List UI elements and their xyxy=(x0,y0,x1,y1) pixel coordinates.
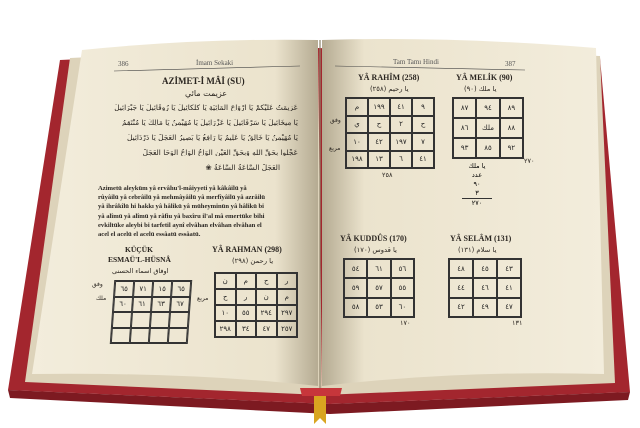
esmaul-square-cell xyxy=(111,328,131,344)
right-page xyxy=(322,39,604,386)
selam-square-cell: ٤٨ xyxy=(449,259,473,278)
kuddus-arabic: يا قدوس (١٧٠) xyxy=(354,246,397,254)
bookmark-ribbon xyxy=(314,392,326,424)
arabic-line-1: عَزِيمَتُ عَلَيْكُمْ يَا اَرْوَاحَ الْمَائِيَةِ يَا كَلْكَائِيلُ يَا رُوقَائِيلُ يَا جَبْرَائِيلُ xyxy=(114,104,298,112)
melik-calc-2: عدد xyxy=(471,171,483,179)
translit-line-3: yâ ihrâkîlü hi hakkı yâ hâlikü yâ müheyminün yâ hâlikü bi xyxy=(98,203,265,211)
rahman-square-cell: ٤٧ xyxy=(256,321,277,337)
kuddus-title: YÂ KUDDÛS (170) xyxy=(340,234,407,243)
melik-calc-3: ٩٠ xyxy=(473,180,481,188)
translit-line-5: evkiltüke aleybi bi tarfetil aynî elvâhan elvâhan elvâhan el xyxy=(98,221,262,229)
rahman-square-cell: م xyxy=(236,273,257,289)
section-title: AZİMET-İ MÂİ (SU) xyxy=(162,76,245,86)
arabic-line-2: يَا مِيخَائِيلُ يَا سَرْفَائِيلُ يَا عَزْرَائِيلُ يَا مُهَيْمِنُ يَا مَالِكُ يَا مُنْتَقِمُ xyxy=(122,119,298,127)
selam-square-cell: ٤٤ xyxy=(449,278,473,297)
rahim-square-cell: ح xyxy=(412,116,434,134)
esmaul-square-cell: ١٥ xyxy=(152,281,172,297)
rahim-square-cell: ٤١ xyxy=(412,151,434,169)
esmaul-square-cell xyxy=(169,312,189,328)
rahim-square-cell: ١٩٩ xyxy=(368,98,390,116)
rahim-square-cell: ١٩٧ xyxy=(390,133,412,151)
rahman-title: YÂ RAHMAN (298) xyxy=(212,245,282,254)
kuddus-magic-square xyxy=(343,258,415,318)
melik-calculation xyxy=(462,162,492,208)
rahim-square-cell: ٤٢ xyxy=(368,133,390,151)
esmaul-square-cell: ٧١ xyxy=(133,281,153,297)
rahim-square-cell: ح xyxy=(368,116,390,134)
kuddus-square-cell: ٦١ xyxy=(367,259,390,278)
rahim-square-cell: ٢ xyxy=(390,116,412,134)
rahman-square-cell: ن xyxy=(215,273,236,289)
esmaul-magic-square xyxy=(110,280,192,344)
translit-line-4: yâ alîmü yâ alîmü yâ râfiu yâ baxîru il'al mâ emertüke bihi xyxy=(98,212,265,220)
arabic-line-3: يَا مُهَيْمِنُ يَا خَالِقُ يَا عَلِيمُ يَا رَافِعُ يَا بَصِيرُ اَلْعَجَلْ يَا دَرْدَائِيلُ xyxy=(127,134,298,142)
kuddus-square-cell: ٥٨ xyxy=(344,298,367,317)
rahman-square-cell: ر xyxy=(236,289,257,305)
selam-square-cell: ٤٣ xyxy=(497,259,521,278)
malik-label: ملك xyxy=(96,295,107,302)
rahman-square-cell: ح xyxy=(256,273,277,289)
translit-line-2: rûyâilü yâ cebrâilü yâ mehmâyâilü yâ merfîyâilü yâ azrâilü xyxy=(98,194,266,202)
wafq-label: وفق xyxy=(92,281,103,288)
melik-magic-square xyxy=(452,97,524,159)
rahim-square-cell: م xyxy=(346,98,368,116)
rahim-square-cell: ٦ xyxy=(390,151,412,169)
melik-square-cell: ٩٤ xyxy=(476,98,499,118)
rahman-square-cell: ٥٥ xyxy=(236,305,257,321)
selam-magic-square xyxy=(448,258,522,318)
rahim-arabic: يا رحيم (٢٥٨) xyxy=(370,85,409,93)
kuddus-sum: ١٧٠ xyxy=(400,319,411,327)
rahim-square-cell: ١٣ xyxy=(368,151,390,169)
melik-square-cell: ٩٣ xyxy=(453,138,476,158)
rahman-square-cell: ٢٩٨ xyxy=(215,321,236,337)
esmaul-square-cell xyxy=(130,328,150,344)
rahim-square-cell: ٧ xyxy=(412,133,434,151)
melik-square-cell: ٨٦ xyxy=(453,118,476,138)
left-running-head: İmam Sekaki xyxy=(196,59,234,67)
selam-arabic: يا سلام (١٣١) xyxy=(458,246,497,254)
esmaul-square-cell: ٦٥ xyxy=(114,281,134,297)
esmaul-title: ESMAÜ'L-HÜSNÂ xyxy=(108,255,171,264)
esmaul-square-cell: ٦٠ xyxy=(113,297,133,313)
rahim-bottom-sum: ٢٥٨ xyxy=(382,171,393,179)
rahman-square-cell: ٢٩٤ xyxy=(256,305,277,321)
rahman-square-cell: ح xyxy=(215,289,236,305)
rahim-square-cell: ي xyxy=(346,116,368,134)
kuddus-square-cell: ٥٤ xyxy=(344,259,367,278)
kuddus-square-cell: ٥٩ xyxy=(344,278,367,297)
melik-sum: ٢٧٠ xyxy=(524,157,535,165)
translit-line-1: Azimetü aleyküm yâ ervâhu'l-mâiyyeti yâ kâkâilü yâ xyxy=(98,185,247,192)
esmaul-square-cell: ٦٧ xyxy=(170,297,190,313)
rahim-square-cell: ١٠ xyxy=(346,133,368,151)
selam-sum: ١٣١ xyxy=(512,319,523,327)
kuddus-square-cell: ٥٧ xyxy=(367,278,390,297)
esmaul-square-cell xyxy=(112,312,132,328)
transliteration-paragraph xyxy=(98,184,298,239)
rahim-title: YÂ RAHÎM (258) xyxy=(358,73,420,82)
kuddus-square-cell: ٥٣ xyxy=(367,298,390,317)
melik-title: YÂ MELİK (90) xyxy=(456,73,513,82)
kucuk-title: KÜÇÜK xyxy=(125,245,153,254)
melik-square-cell: ٨٥ xyxy=(476,138,499,158)
kuddus-square-cell: ٦٠ xyxy=(391,298,414,317)
melik-calc-4: ٣ xyxy=(462,189,492,199)
selam-square-cell: ٤٥ xyxy=(473,259,497,278)
translit-line-6: acel el acelü el acelü essâatü essâatü. xyxy=(98,231,201,239)
selam-square-cell: ٤١ xyxy=(497,278,521,297)
arabic-line-5: اَلْعَجَلْ اَلسَّاعَةُ اَلسَّاعَةُ ❀ xyxy=(205,164,280,172)
melik-calc-5: ٢٧٠ xyxy=(471,199,483,207)
arabic-line-4: عَجِّلُوا بِحَقِّ اَللّٰهِ وَبِحَقِّ الْعَيْنِ اَلْوَاحُ اَلْوَاحُ اَلْوَحَا اَلْعَجَلْ xyxy=(142,149,298,157)
kuddus-square-cell: ٥٥ xyxy=(391,278,414,297)
rahim-square-cell: ٤١ xyxy=(390,98,412,116)
melik-arabic: يا ملك (٩٠) xyxy=(464,85,497,93)
rahim-wafq-label: وفق xyxy=(330,117,341,124)
esmaul-square-cell: ٦٣ xyxy=(151,297,171,313)
rahman-square-cell: ٣٤ xyxy=(236,321,257,337)
rahman-square-cell: ٢٥٧ xyxy=(277,321,298,337)
kuddus-square-cell: ٥٦ xyxy=(391,259,414,278)
selam-title: YÂ SELÂM (131) xyxy=(450,234,512,243)
rahim-square-cell: ٩ xyxy=(412,98,434,116)
esmaul-square-cell xyxy=(168,328,188,344)
melik-square-cell: ملك xyxy=(476,118,499,138)
right-running-head: Tam Tamı Hindi xyxy=(393,58,439,66)
rahim-murabba-label: مربع xyxy=(329,145,341,152)
selam-square-cell: ٤٦ xyxy=(473,278,497,297)
left-page-number: 386 xyxy=(118,60,129,68)
right-page-number: 387 xyxy=(505,60,516,68)
esmaul-square-cell xyxy=(131,312,151,328)
rahim-magic-square xyxy=(345,97,435,169)
melik-square-cell: ٨٩ xyxy=(500,98,523,118)
rahman-magic-square xyxy=(214,272,298,338)
esmaul-square-cell xyxy=(150,312,170,328)
rahman-square-cell: م xyxy=(277,289,298,305)
rahman-square-cell: ١٠ xyxy=(215,305,236,321)
melik-square-cell: ٩٢ xyxy=(500,138,523,158)
esmaul-square-cell xyxy=(149,328,169,344)
rahman-arabic: يا رحمن (٢٩٨) xyxy=(232,257,274,265)
selam-square-cell: ٤٢ xyxy=(449,298,473,317)
melik-square-cell: ٨٧ xyxy=(453,98,476,118)
esmaul-square-cell: ٦١ xyxy=(132,297,152,313)
esmaul-square-cell: ٦٥ xyxy=(171,281,191,297)
rahman-square-cell: ن xyxy=(256,289,277,305)
melik-square-cell: ٨٨ xyxy=(500,118,523,138)
selam-square-cell: ٤٧ xyxy=(497,298,521,317)
arabic-title: عزيمت مائي xyxy=(185,89,228,98)
rahman-square-cell: ر xyxy=(277,273,298,289)
melik-calc-1: يا ملك xyxy=(468,162,486,170)
esmaul-arabic: اوفاق اسماء الحسنى xyxy=(112,267,169,275)
rahman-square-cell: ٢٩٧ xyxy=(277,305,298,321)
selam-square-cell: ٤٩ xyxy=(473,298,497,317)
rahman-side-label: مربع xyxy=(197,295,209,302)
rahim-square-cell: ١٩٨ xyxy=(346,151,368,169)
